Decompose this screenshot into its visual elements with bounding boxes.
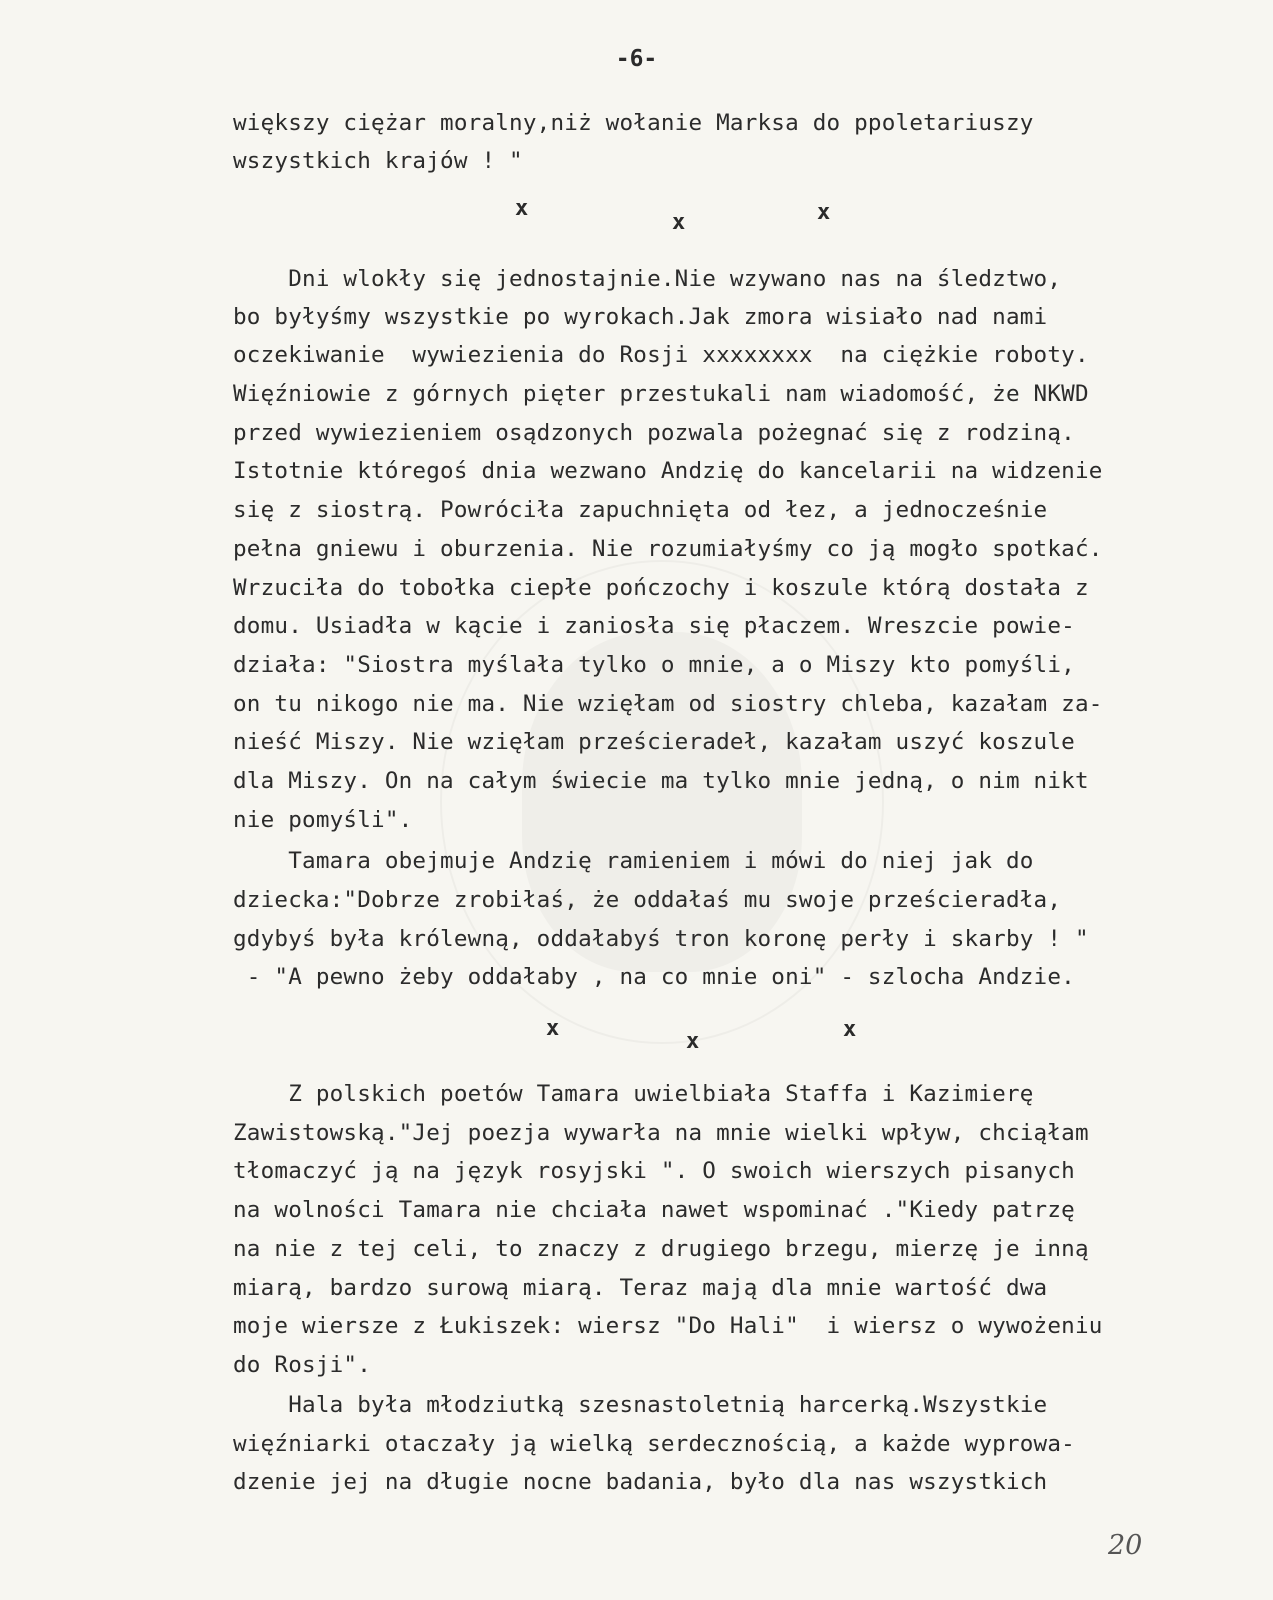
text-line: on tu nikogo nie ma. Nie wzięłam od siostry chleba, kazałam za-	[233, 691, 1103, 717]
text-line: pełna gniewu i oburzenia. Nie rozumiałyśmy co ją mogło spotkać.	[233, 536, 1103, 562]
text-line: miarą, bardzo surową miarą. Teraz mają dla mnie wartość dwa	[233, 1275, 1048, 1301]
separator-mark: x	[515, 196, 529, 221]
separator-mark: x	[817, 200, 831, 225]
text-line: na wolności Tamara nie chciała nawet wspominać ."Kiedy patrzę	[233, 1197, 1075, 1223]
text-line: - "A pewno żeby oddałaby , na co mnie oni" - szlocha Andzie.	[233, 964, 1075, 990]
page-number: -6-	[615, 46, 658, 72]
text-line: dla Miszy. On na całym świecie ma tylko mnie jedną, o nim nikt	[233, 768, 1089, 794]
text-line: Więźniowie z górnych pięter przestukali nam wiadomość, że NKWD	[233, 381, 1089, 407]
text-line: działa: "Siostra myślała tylko o mnie, a o Miszy kto pomyśli,	[233, 652, 1075, 678]
text-line: bo byłyśmy wszystkie po wyrokach.Jak zmora wisiało nad nami	[233, 304, 1048, 330]
text-line: przed wywiezieniem osądzonych pozwala pożegnać się z rodziną.	[233, 420, 1075, 446]
text-line: się z siostrą. Powróciła zapuchnięta od łez, a jednocześnie	[233, 497, 1048, 523]
text-line: dziecka:"Dobrze zrobiłaś, że oddałaś mu swoje prześcieradła,	[233, 887, 1062, 913]
text-line: gdybyś była królewną, oddałabyś tron koronę perły i skarby ! "	[233, 926, 1089, 952]
text-line: moje wiersze z Łukiszek: wiersz "Do Hali" i wiersz o wywożeniu	[233, 1313, 1103, 1339]
text-line: oczekiwanie wywiezienia do Rosji xxxxxxxx na ciężkie roboty.	[233, 342, 1089, 368]
text-line: większy ciężar moralny,niż wołanie Marksa do ppoletariuszy	[233, 110, 1034, 136]
text-line: tłomaczyć ją na język rosyjski ". O swoich wierszych pisanych	[233, 1158, 1075, 1184]
text-line: na nie z tej celi, to znaczy z drugiego brzegu, mierzę je inną	[233, 1236, 1089, 1262]
text-line: Zawistowską."Jej poezja wywarła na mnie wielki wpływ, chciąłam	[233, 1120, 1089, 1146]
text-line: Dni wlokły się jednostajnie.Nie wzywano nas na śledztwo,	[233, 266, 1062, 292]
text-line: nie pomyśli".	[233, 807, 413, 833]
separator-mark: x	[672, 210, 686, 235]
text-line: dzenie jej na długie nocne badania, było dla nas wszystkich	[233, 1469, 1048, 1495]
text-line: Istotnie któregoś dnia wezwano Andzię do kancelarii na widzenie	[233, 458, 1103, 484]
separator-mark: x	[546, 1016, 560, 1041]
handwritten-page-number: 20	[1108, 1530, 1143, 1561]
separator-mark: x	[843, 1017, 857, 1042]
text-line: nieść Miszy. Nie wzięłam prześcieradeł, kazałam uszyć koszule	[233, 729, 1075, 755]
text-line: Z polskich poetów Tamara uwielbiała Staffa i Kazimierę	[233, 1081, 1034, 1107]
text-line: do Rosji".	[233, 1352, 372, 1378]
text-line: domu. Usiadła w kącie i zaniosła się płaczem. Wreszcie powie-	[233, 613, 1075, 639]
text-line: więźniarki otaczały ją wielką serdecznością, a każde wyprowa-	[233, 1431, 1075, 1457]
text-line: Wrzuciła do tobołka ciepłe pończochy i koszule którą dostała z	[233, 575, 1089, 601]
text-line: Tamara obejmuje Andzię ramieniem i mówi do niej jak do	[233, 848, 1034, 874]
separator-mark: x	[686, 1029, 700, 1054]
text-line: wszystkich krajów ! "	[233, 148, 523, 174]
text-line: Hala była młodziutką szesnastoletnią harcerką.Wszystkie	[233, 1392, 1048, 1418]
